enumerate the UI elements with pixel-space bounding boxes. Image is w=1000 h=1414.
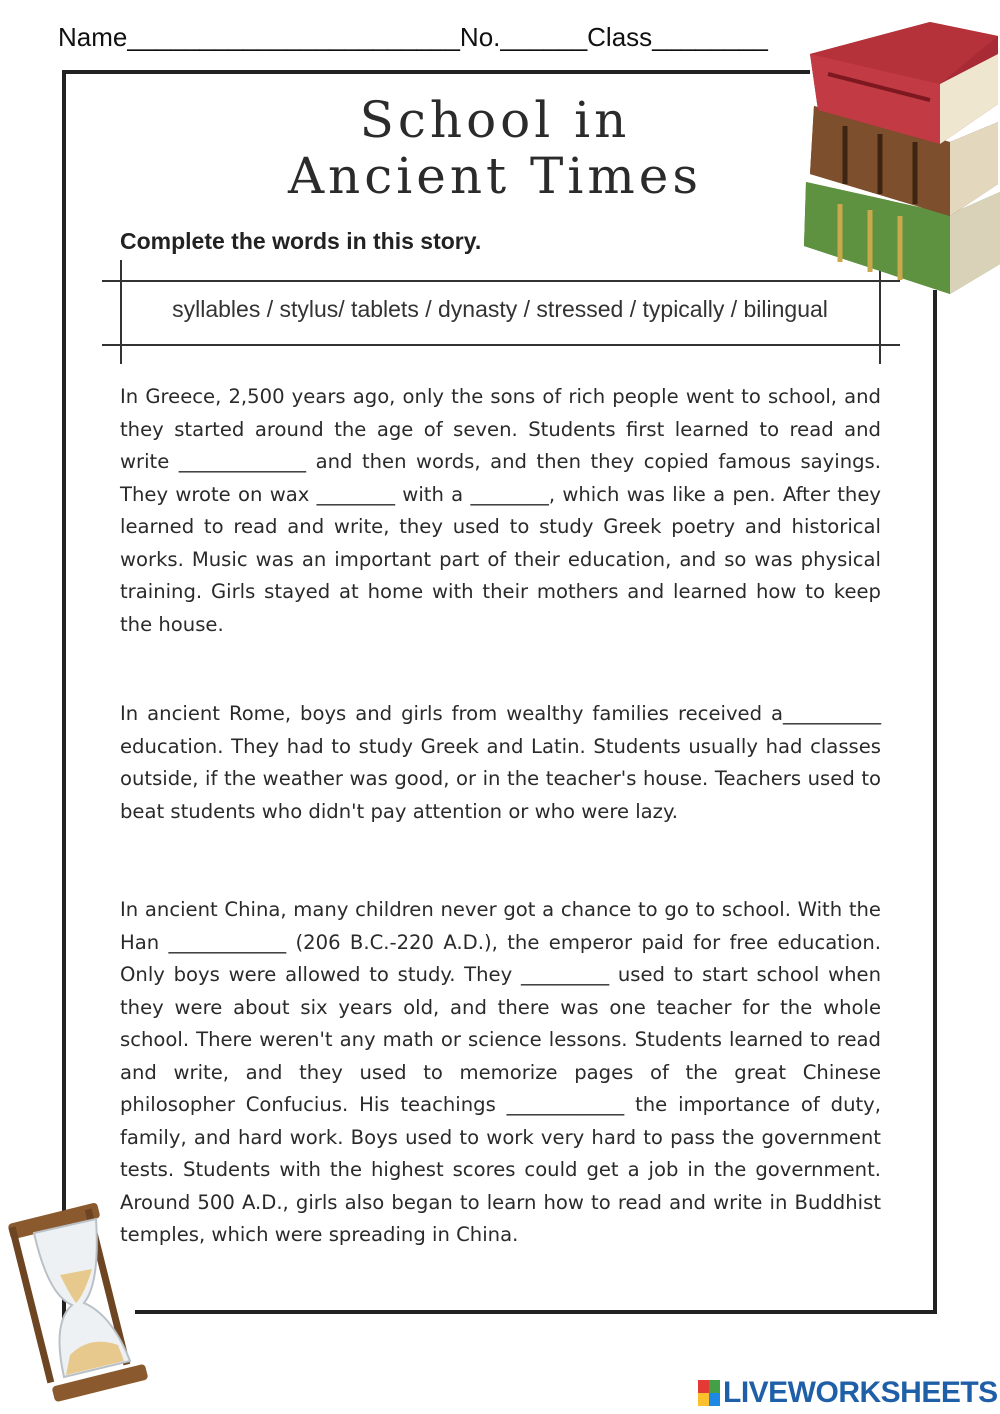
title-line-2: Ancient Times (287, 147, 703, 205)
brand-name: LIVEWORKSHEETS (723, 1376, 998, 1409)
stack-of-books-icon (800, 14, 1000, 294)
word-bank-bottom-rule (102, 344, 900, 346)
story-paragraph-rome: In ancient Rome, boys and girls from wealthy families received a__________ education. They had to study Greek and Latin. Students usually had classes outside, if the weather was good, or in the teacher's house. Teachers used to beat students who didn't pay attention or who were lazy. (120, 702, 881, 823)
hourglass-icon (0, 1195, 160, 1410)
frame-border-right (933, 290, 937, 1314)
liveworksheets-mark-icon (698, 1380, 720, 1406)
frame-border-bottom (135, 1310, 935, 1314)
story-paragraph-greece: In Greece, 2,500 years ago, only the sons of rich people went to school, and they started around the age of seven. Students first learned to read and write _____________ and then words, and then they copied famous sayings. They wrote on wax ________ with a ________, which was like a pen. After they learned to read and write, they used to study Greek poetry and historical works. Music was an important part of their education, and so was physical training. Girls stayed at home with their mothers and learned how to keep the house. (120, 385, 881, 636)
word-bank: syllables / stylus/ tablets / dynasty / stressed / typically / bilingual (172, 296, 828, 322)
liveworksheets-logo (698, 1376, 998, 1410)
student-info-line: Name_______________________No.______Class________ (58, 22, 768, 52)
story-paragraph-china: In ancient China, many children never got a chance to go to school. With the Han ____________ (206 B.C.-220 A.D.), the emperor paid for free education. Only boys were allowed to study. They _________ used to start school when they were about six years old, and there was one teacher for the whole school. There weren't any math or science lessons. Students learned to read and write, and they used to memorize pages of the great Chinese philosopher Confucius. His teachings ____________ the importance of duty, family, and hard work. Boys used to work very hard to pass the government tests. Students with the highest scores could get a job in the government. Around 500 A.D., girls also began to learn how to read and write in Buddhist temples, which were spreading in China. (120, 898, 881, 1246)
worksheet-title (150, 92, 840, 204)
instructions: Complete the words in this story. (120, 228, 482, 254)
frame-border-left (62, 70, 66, 1330)
title-line-1: School in (359, 91, 631, 149)
word-bank-top-rule (102, 280, 900, 282)
frame-border-top (62, 70, 810, 74)
